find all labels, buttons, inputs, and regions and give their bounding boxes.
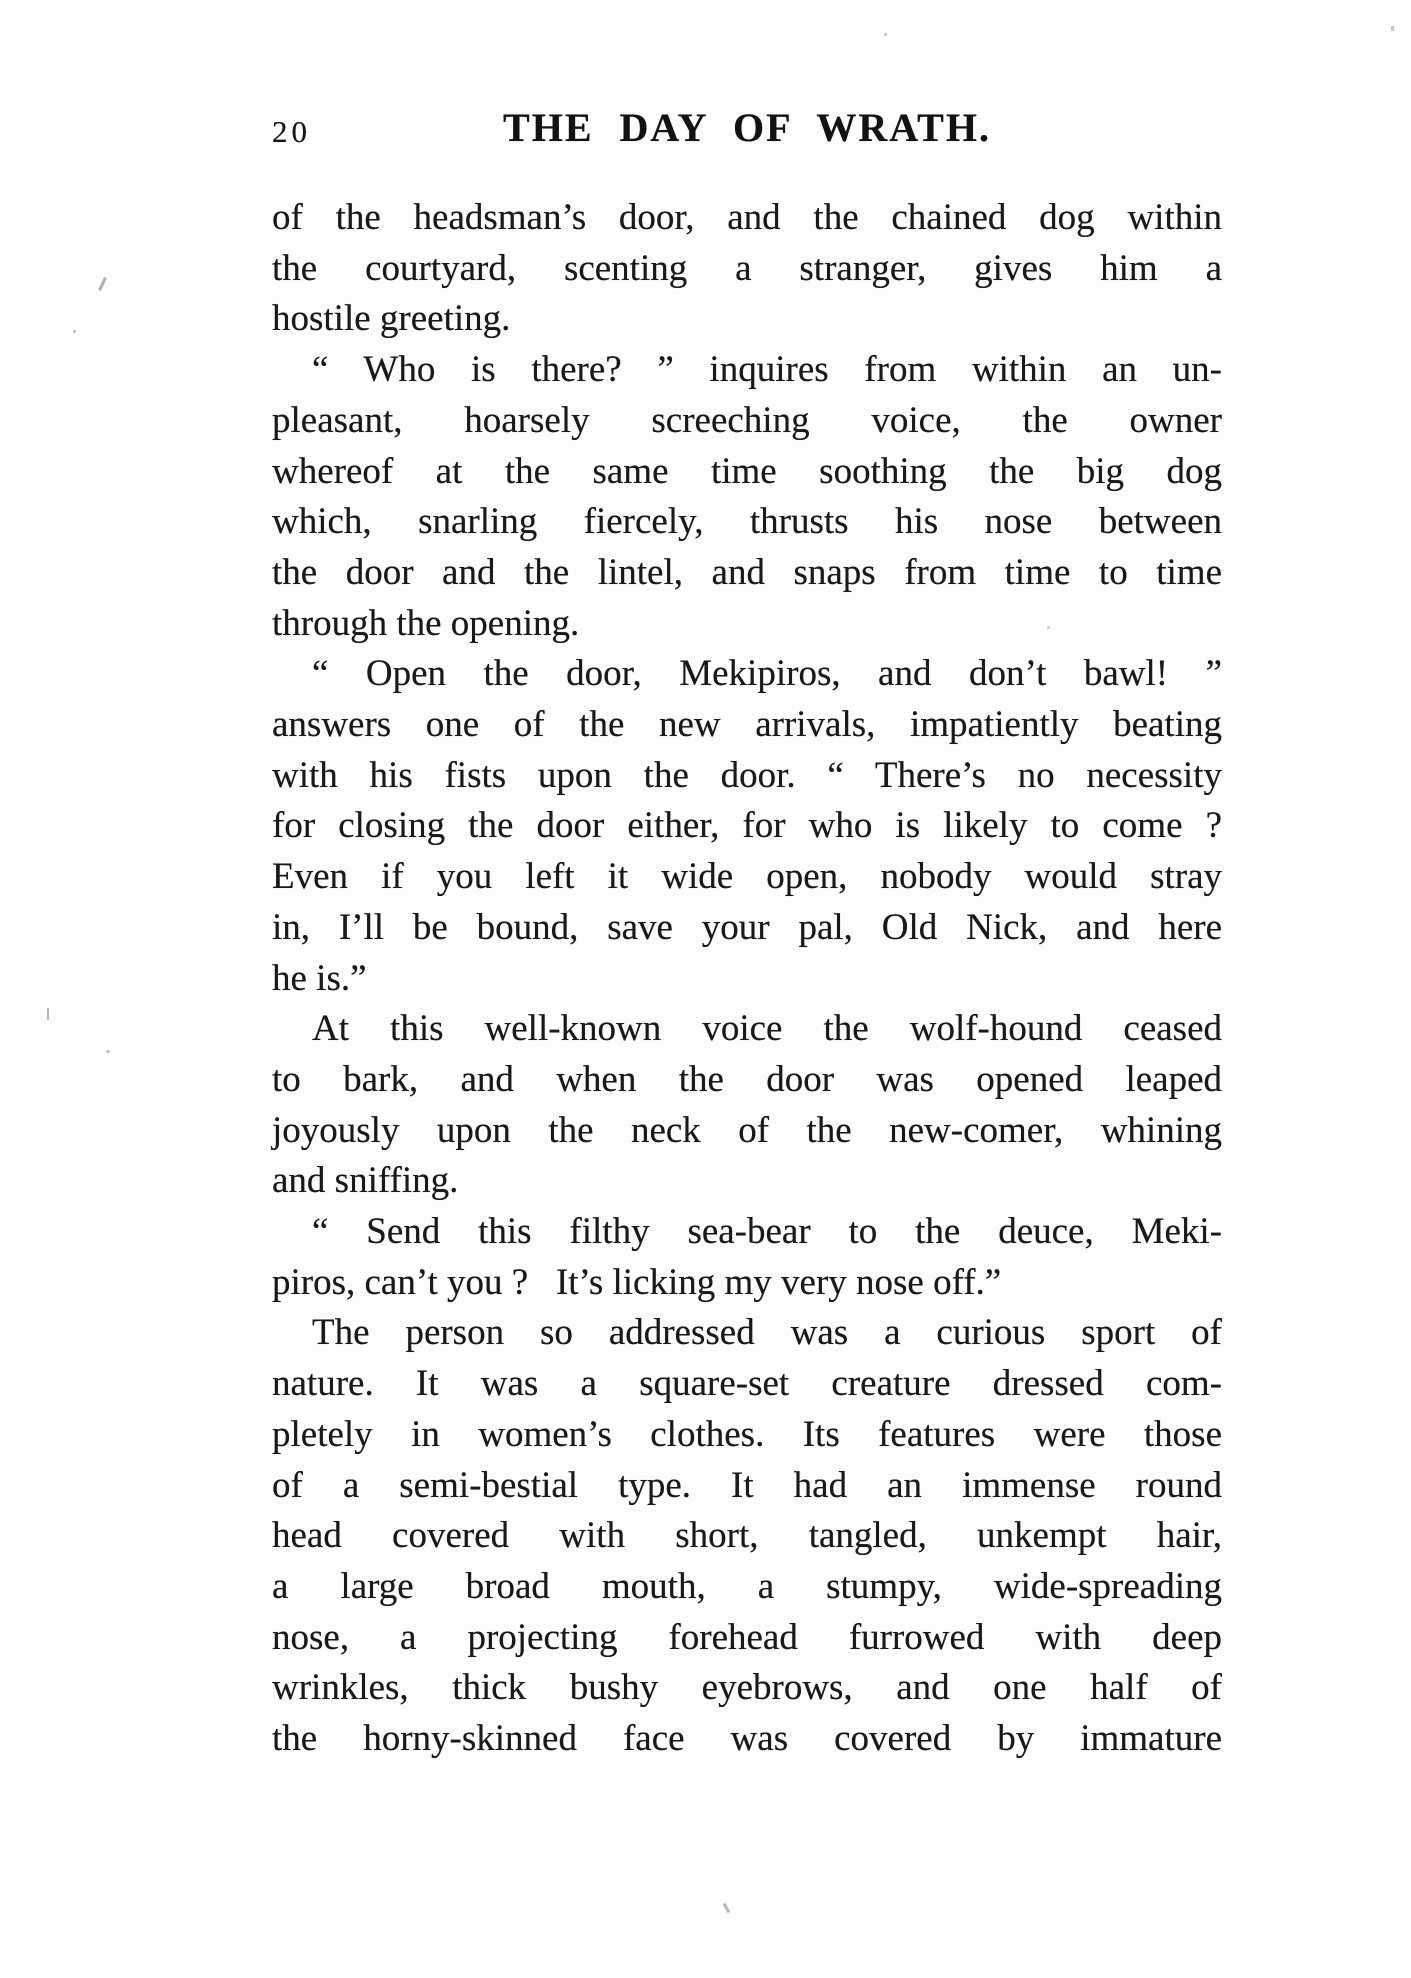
running-title: THE DAY OF WRATH.: [503, 105, 991, 150]
scan-speck: [73, 330, 76, 333]
text-line: hostile greeting.: [272, 298, 511, 340]
scan-speck: [1391, 26, 1394, 31]
text-line: which, snarling fiercely, thrusts his nose between: [272, 501, 1222, 543]
text-line: the horny-skinned face was covered by immature: [272, 1718, 1222, 1760]
text-line: pletely in women’s clothes. Its features were those: [272, 1413, 1222, 1455]
text-line: for closing the door either, for who is likely to come ?: [272, 805, 1222, 847]
scan-speck: [106, 1050, 110, 1053]
text-line: “ Who is there? ” inquires from within an un-: [312, 349, 1222, 391]
text-line: of a semi-bestial type. It had an immense round: [272, 1464, 1222, 1506]
page-number: 20: [272, 114, 311, 149]
scan-speck: [1047, 626, 1050, 629]
text-line: The person so addressed was a curious sport of: [312, 1312, 1222, 1354]
text-line: through the opening.: [272, 602, 580, 644]
scan-speck: [47, 1008, 49, 1020]
text-line: answers one of the new arrivals, impatiently beating: [272, 704, 1222, 746]
text-line: pleasant, hoarsely screeching voice, the owner: [272, 399, 1222, 441]
text-line: Even if you left it wide open, nobody would stray: [272, 856, 1222, 898]
text-line: a large broad mouth, a stumpy, wide-spreading: [272, 1565, 1222, 1607]
text-line: piros, can’t you ? It’s licking my very nose off.”: [272, 1261, 1002, 1303]
text-line: wrinkles, thick bushy eyebrows, and one half of: [272, 1667, 1222, 1709]
text-line: At this well-known voice the wolf-hound ceased: [312, 1008, 1222, 1050]
text-line: and sniffing.: [272, 1160, 459, 1202]
text-line: to bark, and when the door was opened leaped: [272, 1058, 1222, 1100]
text-line: nature. It was a square-set creature dressed com-: [272, 1363, 1222, 1405]
text-column: [272, 193, 1222, 1765]
scan-speck: [884, 33, 887, 36]
text-line: he is.”: [272, 957, 367, 999]
text-line: the courtyard, scenting a stranger, gives him a: [272, 247, 1222, 289]
text-line: of the headsman’s door, and the chained dog within: [272, 197, 1222, 238]
text-line: head covered with short, tangled, unkempt hair,: [272, 1515, 1222, 1557]
scan-speck: [98, 277, 107, 291]
text-line: in, I’ll be bound, save your pal, Old Nick, and here: [272, 906, 1222, 948]
text-line: “ Open the door, Mekipiros, and don’t bawl! ”: [312, 653, 1222, 695]
text-line: “ Send this filthy sea-bear to the deuce, Meki-: [312, 1211, 1222, 1253]
text-line: whereof at the same time soothing the big dog: [272, 450, 1222, 492]
text-line: with his fists upon the door. “ There’s no necessity: [272, 754, 1222, 796]
scan-speck: [723, 1903, 731, 1913]
text-line: the door and the lintel, and snaps from time to time: [272, 551, 1222, 593]
text-line: nose, a projecting forehead furrowed with deep: [272, 1616, 1222, 1658]
text-line: joyously upon the neck of the new-comer, whining: [272, 1109, 1222, 1151]
